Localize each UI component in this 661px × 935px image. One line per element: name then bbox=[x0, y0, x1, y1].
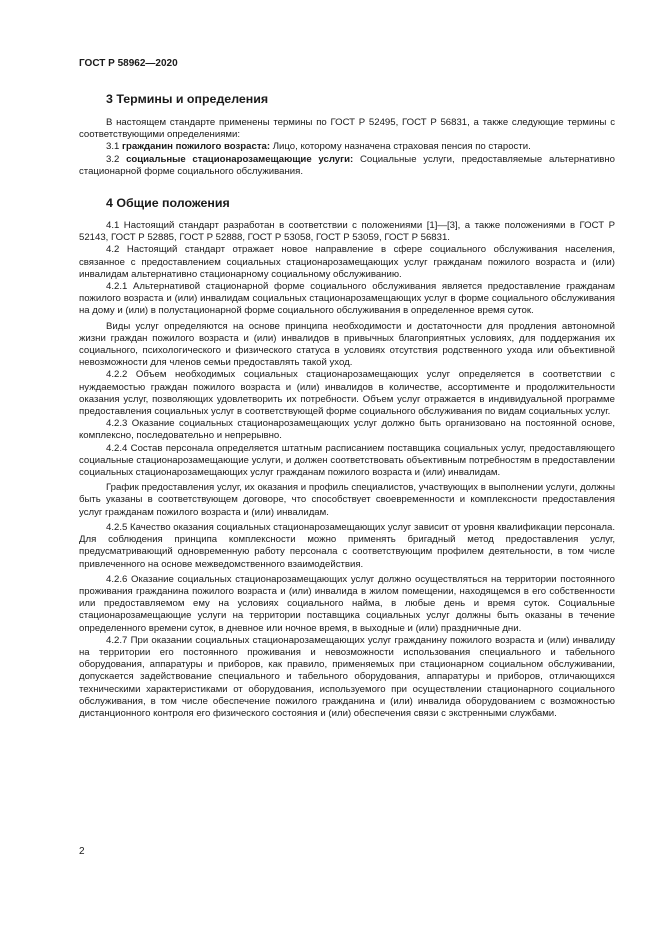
paragraph: 4.2.7 При оказании социальных стационарозамещающих услуг гражданину пожилого возраста и (или) инвалиду на территории его постоянного проживания и невозможности использования специального и табельного оборудования, аппаратуры и приборов, как правило, применяемых при стационарном социальном обслуживании, допускается задействование специального и табельного оборудования, аппаратуры и приборов, отличающихся техническими характеристиками от оборудования, используемого при осуществлении стационарного социального обслуживания, в том числе обеспечение пожилого гражданина и (или) инвалида оборудованием с возможностью дистанционного контроля его физического состояния и (или) обеспечения связи с экстренными службами. bbox=[79, 634, 615, 719]
page-content bbox=[79, 90, 615, 720]
paragraph: График предоставления услуг, их оказания и профиль специалистов, участвующих в выполнении услуги, должны быть указаны в соответствующем договоре, что способствует своевременности и комплексности предоставления услуг гражданам пожилого возраста и (или) инвалидам. bbox=[79, 482, 615, 518]
standard-designation: ГОСТ Р 58962—2020 bbox=[79, 58, 178, 69]
section-4-title: 4 Общие положения bbox=[106, 196, 230, 211]
paragraph: Виды услуг определяются на основе принципа необходимости и достаточности для продления автономной жизни граждан пожилого возраста и (или) инвалидов в привычных благоприятных условиях, для поддержания их социального, психологического и физического статуса в условиях отсутствия родственного ухода или объективной невозможности для членов семьи предоставлять такой уход. bbox=[79, 320, 615, 369]
paragraph: 4.2.5 Качество оказания социальных стационарозамещающих услуг зависит от уровня квалификации персонала. Для соблюдения принципа комплексности можно применять бригадный метод предоставления услуг, предусматривающий одновременную работу персонала с соответствующим профилем деятельности, в том числе привлеченного на основе межведомственного взаимодействия. bbox=[79, 521, 615, 570]
paragraph: 4.2.3 Оказание социальных стационарозамещающих услуг должно быть организовано на постоянной основе, комплексно, последовательно и непрерывно. bbox=[79, 418, 615, 442]
term-definition bbox=[79, 154, 615, 178]
term-name: гражданин пожилого возраста: bbox=[122, 141, 271, 153]
section-3-intro: В настоящем стандарте применены термины по ГОСТ Р 52495, ГОСТ Р 56831, а также следующие термины с соответствующими определениями: bbox=[79, 117, 615, 141]
term-number: 3.2 bbox=[106, 153, 127, 165]
term-name: социальные стационарозамещающие услуги: bbox=[126, 153, 354, 165]
paragraph: 4.2.2 Объем необходимых социальных стационарозамещающих услуг определяется в соответствии с нуждаемостью граждан пожилого возраста и (или) инвалидов в количестве, ассортименте и продолжительности оказания услуг, позволяющих удовлетворить их потребности. Объем услуг отражается в индивидуальной программе предоставления социальных услуг в соответствующей форме социального обслуживания по видам социальных услуг. bbox=[79, 369, 615, 418]
term-text: Социальные услуги, предоставляемые альтернативно стационарной форме социального обслуживания. bbox=[79, 153, 615, 177]
paragraph: 4.2.4 Состав персонала определяется штатным расписанием поставщика социальных услуг, предоставляющего социальные стационарозамещающие услуги, и должен соответствовать объективным потребностям в предоставлении социальных стационарозамещающих услуг гражданам пожилого возраста и (или) инвалидам. bbox=[79, 442, 615, 479]
paragraph: 4.2.6 Оказание социальных стационарозамещающих услуг должно осуществляться на территории постоянного проживания гражданина пожилого возраста и (или) инвалида в жилом помещении, находящемся в его собственности или предоставляемом ему на условиях социального найма, в любые день и время суток. Социальные стационарозамещающие услуги на территории поставщика социальных услуг должны быть оказаны в течение определенного времени суток, в дневное или ночное время, в выходные и (или) праздничные дни. bbox=[79, 573, 615, 634]
paragraph: 4.2 Настоящий стандарт отражает новое направление в сфере социального обслуживания населения, связанное с предоставлением социальных стационарозамещающих услуг гражданам пожилого возраста и (или) инвалидам альтернативно стационарному социальному обслуживанию. bbox=[79, 244, 615, 280]
section-3-title: 3 Термины и определения bbox=[106, 92, 269, 106]
paragraph: 4.1 Настоящий стандарт разработан в соответствии с положениями [1]—[3], а также положениями в ГОСТ Р 52143, ГОСТ Р 52885, ГОСТ Р 52888, ГОСТ Р 53058, ГОСТ Р 53059, ГОСТ Р 56831. bbox=[79, 220, 615, 244]
page-number: 2 bbox=[79, 846, 85, 857]
term-number: 3.1 bbox=[106, 141, 123, 153]
paragraph: 4.2.1 Альтернативой стационарной форме социального обслуживания является предоставление гражданам пожилого возраста и (или) инвалидам социальных стационарозамещающих услуг в форме социального обслуживания на дому и (или) в полустационарной форме социального обслуживания в определенное время суток. bbox=[79, 281, 615, 317]
term-text: Лицо, которому назначена страховая пенсия по старости. bbox=[270, 141, 531, 153]
term-definition bbox=[79, 141, 615, 153]
